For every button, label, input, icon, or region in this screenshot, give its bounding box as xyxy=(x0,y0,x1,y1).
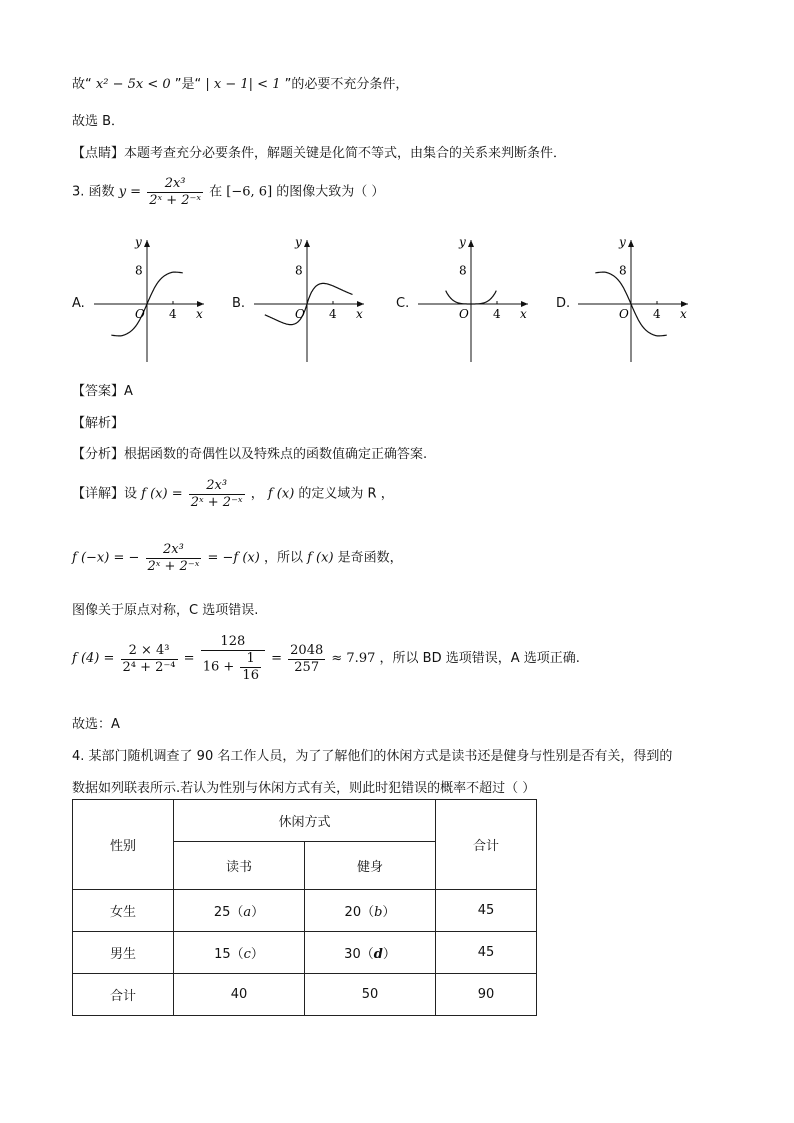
y-tick-label: 8 xyxy=(619,263,627,278)
y-tick-label: 8 xyxy=(295,263,303,278)
text-segment: 的定义域为 R ， xyxy=(298,486,394,502)
y-axis-arrow xyxy=(628,240,634,247)
cell-read: 40 xyxy=(174,974,305,1016)
cell-value: 30（ xyxy=(344,947,374,962)
text-segment: 故“ xyxy=(72,77,92,92)
fraction-numerator: 2x³ xyxy=(189,478,245,495)
cell-read xyxy=(174,932,305,974)
y-axis-label: y xyxy=(295,235,302,249)
function-ref: f (x) xyxy=(267,486,295,502)
question-4-line-2: 数据如列联表所示.若认为性别与休闲方式有关，则此时犯错误的概率不超过（ ） xyxy=(72,781,536,796)
cell-total: 90 xyxy=(436,974,537,1016)
symmetry-line: 图像关于原点对称，C 选项错误. xyxy=(72,603,259,618)
origin-label: O xyxy=(619,307,629,321)
f4-fraction-3 xyxy=(288,643,325,676)
cell-variable: c xyxy=(243,947,251,962)
conclusion-line xyxy=(72,73,408,92)
question-number: 3. 函数 xyxy=(72,184,115,200)
text-segment: ，所以 xyxy=(263,550,303,566)
fraction-denominator: 2ˣ + 2⁻ˣ xyxy=(149,193,201,208)
comment-line: 【点睛】本题考查充分必要条件，解题关键是化简不等式，由集合的关系来判断条件． xyxy=(72,146,567,161)
cell-read xyxy=(174,890,305,932)
odd-function-line xyxy=(72,542,403,575)
table-row xyxy=(73,974,537,1016)
option-graph-d xyxy=(556,232,696,364)
x-tick-label: 4 xyxy=(169,307,177,321)
f4-fraction-2 xyxy=(201,634,265,684)
interval: [−6, 6] xyxy=(226,184,273,200)
origin-label: O xyxy=(135,307,145,321)
cell-paren: ） xyxy=(382,905,396,920)
answer-line: 【答案】A xyxy=(72,384,133,399)
inequality-2: | x − 1| < 1 xyxy=(205,77,281,92)
function-ref: f (x) xyxy=(307,550,334,566)
y-tick-label: 8 xyxy=(135,263,143,278)
cell-value: 25（ xyxy=(213,905,244,920)
cell-total: 45 xyxy=(436,890,537,932)
cell-fit: 50 xyxy=(305,974,436,1016)
y-tick-label: 8 xyxy=(459,263,467,278)
table-row xyxy=(73,932,537,974)
graph-svg xyxy=(556,232,696,364)
cell-value: 15（ xyxy=(214,947,244,962)
y-axis-arrow xyxy=(304,240,310,247)
fraction-denominator: 2ˣ + 2⁻ˣ xyxy=(147,559,200,574)
y-axis-label: y xyxy=(619,235,626,249)
odd-rhs: = −f (x) xyxy=(207,550,260,566)
x-tick-label: 4 xyxy=(653,307,661,321)
analysis-heading: 【解析】 xyxy=(72,416,125,431)
option-letter: D. xyxy=(556,296,571,311)
row-label: 女生 xyxy=(73,890,174,932)
fraction-numerator: 2x³ xyxy=(147,176,203,193)
equals-sign: = xyxy=(183,651,195,666)
option-letter: B. xyxy=(232,296,246,311)
text-segment: ”是“ xyxy=(174,77,202,92)
cell-paren: ） xyxy=(251,905,265,920)
x-axis-label: x xyxy=(520,307,527,321)
fraction-denominator: 16 xyxy=(242,668,259,683)
odd-lhs: f (−x) = − xyxy=(72,550,140,566)
detail-fraction xyxy=(189,478,245,511)
f4-fraction-1 xyxy=(121,643,178,676)
fraction-denominator xyxy=(201,651,265,684)
question-3 xyxy=(72,176,384,209)
cell-total: 45 xyxy=(436,932,537,974)
function-name: y = xyxy=(118,184,142,200)
option-graph-b xyxy=(232,232,372,364)
cell-variable: d xyxy=(373,947,383,962)
question-4-line-1: 4. 某部门随机调查了 90 名工作人员，为了了解他们的休闲方式是读书还是健身与性别是否有关，得到的 xyxy=(72,749,673,764)
fraction-numerator: 128 xyxy=(201,634,265,651)
table-header-row xyxy=(73,800,537,842)
odd-fraction xyxy=(146,542,202,575)
origin-label: O xyxy=(459,307,469,321)
cell-variable: a xyxy=(243,905,252,920)
choose-a-line: 故选：A xyxy=(72,717,120,732)
option-graph-a xyxy=(72,232,212,364)
x-tick-label: 4 xyxy=(493,307,501,321)
cell-paren: ） xyxy=(382,947,396,962)
cell-fit xyxy=(305,932,436,974)
option-letter: C. xyxy=(396,296,410,311)
approximation: ≈ 7.97 xyxy=(331,651,376,666)
subheader-fit: 健身 xyxy=(305,842,436,890)
function-def: f (x) = xyxy=(141,486,183,502)
text-segment: ”的必要不充分条件， xyxy=(284,77,409,92)
origin-label: O xyxy=(295,307,305,321)
denominator-part: 16 + xyxy=(202,659,235,675)
text-segment: 【详解】设 xyxy=(72,486,138,502)
text-segment: 是奇函数， xyxy=(337,550,403,566)
f4-line xyxy=(72,634,580,684)
subheader-read: 读书 xyxy=(174,842,305,890)
y-axis-arrow xyxy=(468,240,474,247)
detail-line xyxy=(72,478,394,511)
choose-b-line: 故选 B． xyxy=(72,114,125,129)
y-axis-label: y xyxy=(135,235,142,249)
equals-sign: = xyxy=(271,651,283,666)
fraction-denominator: 257 xyxy=(294,659,320,675)
row-label: 男生 xyxy=(73,932,174,974)
analysis-line: 【分析】根据函数的奇偶性以及特殊点的函数值确定正确答案. xyxy=(72,447,428,462)
fraction-numerator: 2 × 4³ xyxy=(121,643,178,660)
fraction-numerator: 2x³ xyxy=(146,542,202,559)
function-fraction xyxy=(147,176,203,209)
x-tick-label: 4 xyxy=(329,307,337,321)
fraction-numerator: 2048 xyxy=(290,642,324,658)
cell-variable: b xyxy=(374,905,383,920)
graph-svg xyxy=(232,232,372,364)
fraction-denominator: 2ˣ + 2⁻ˣ xyxy=(190,495,243,510)
contingency-table xyxy=(72,799,537,1016)
table-row xyxy=(73,890,537,932)
x-axis-label: x xyxy=(356,307,363,321)
text-segment: 在 xyxy=(209,184,223,200)
x-axis-label: x xyxy=(680,307,687,321)
y-axis-label: y xyxy=(459,235,466,249)
cell-fit xyxy=(305,890,436,932)
text-segment: ， xyxy=(250,486,264,502)
cell-paren: ） xyxy=(250,947,264,962)
header-leisure: 休闲方式 xyxy=(174,800,436,842)
f4-lhs: f (4) = xyxy=(72,651,115,666)
header-total: 合计 xyxy=(436,800,537,890)
inequality-1: x² − 5x < 0 xyxy=(95,77,171,92)
text-segment: 的图像大致为（ ） xyxy=(276,184,385,200)
option-letter: A. xyxy=(72,296,85,311)
row-label: 合计 xyxy=(73,974,174,1016)
nested-fraction xyxy=(240,651,261,684)
x-axis-label: x xyxy=(196,307,203,321)
header-gender: 性别 xyxy=(73,800,174,890)
fraction-numerator: 1 xyxy=(240,651,261,668)
graph-svg xyxy=(396,232,536,364)
graph-svg xyxy=(72,232,212,364)
cell-value: 20（ xyxy=(344,905,375,920)
y-axis-arrow xyxy=(144,240,150,247)
text-segment: ，所以 BD 选项错误，A 选项正确. xyxy=(379,651,580,666)
fraction-denominator: 2⁴ + 2⁻⁴ xyxy=(122,659,176,675)
option-graph-c xyxy=(396,232,536,364)
